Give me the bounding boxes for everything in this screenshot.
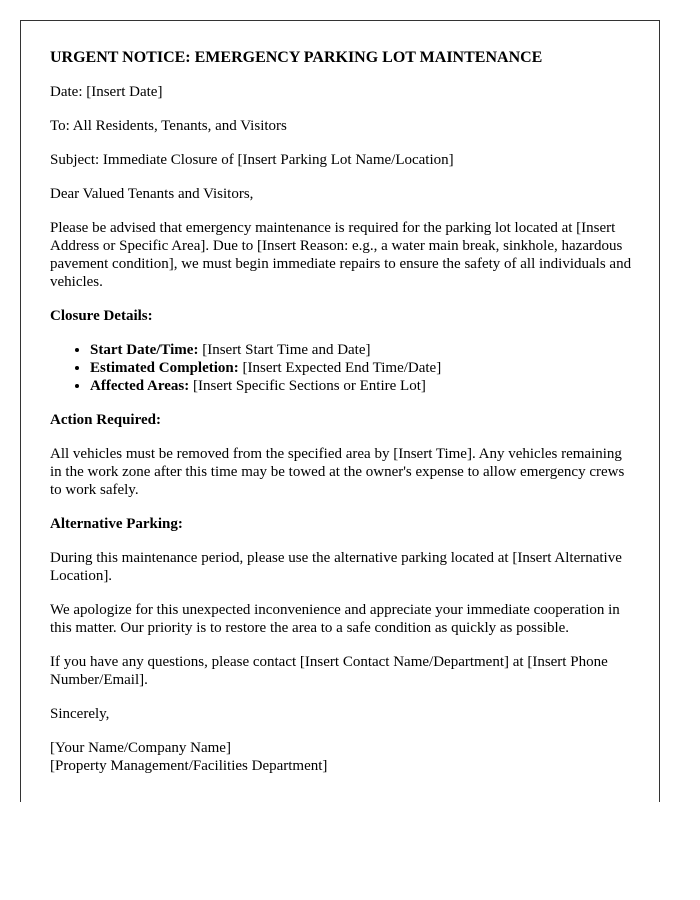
closure-item-label: Estimated Completion: <box>90 360 239 376</box>
notice-title: URGENT NOTICE: EMERGENCY PARKING LOT MAINTENANCE <box>50 49 543 66</box>
alternative-parking-heading: Alternative Parking: <box>50 516 183 532</box>
notice-page <box>20 20 660 802</box>
closure-item-value: [Insert Expected End Time/Date] <box>238 360 442 376</box>
action-required-text: All vehicles must be removed from the specified area by [Insert Time]. Any vehicles remaining in the work zone after this time may be towed at the owner's expense to allow emergency crews to work safely. <box>50 446 625 498</box>
notice-date: Date: [Insert Date] <box>50 84 163 100</box>
closure-item-start <box>90 341 634 359</box>
closure-item-areas <box>90 377 634 395</box>
closure-item-label: Affected Areas: <box>90 378 190 394</box>
notice-content <box>50 49 634 775</box>
contact-text: If you have any questions, please contact [Insert Contact Name/Department] at [Insert Phone Number/Email]. <box>50 654 608 688</box>
closure-item-value: [Insert Specific Sections or Entire Lot] <box>189 378 426 394</box>
closure-item-completion <box>90 359 634 377</box>
closing: Sincerely, <box>50 706 110 722</box>
closure-details-list <box>50 341 634 395</box>
signature-department: [Property Management/Facilities Department] <box>50 758 328 774</box>
closure-item-value: [Insert Start Time and Date] <box>198 342 371 358</box>
apology-text: We apologize for this unexpected inconvenience and appreciate your immediate cooperation in this matter. Our priority is to restore the area to a safe condition as quickly as possible. <box>50 602 620 636</box>
notice-intro: Please be advised that emergency maintenance is required for the parking lot located at [Insert Address or Specific Area]. Due to [Insert Reason: e.g., a water main break, sinkhole, hazardous pavement condition], we must begin immediate repairs to ensure the safety of all individuals and vehicles. <box>50 220 632 290</box>
signature-name: [Your Name/Company Name] <box>50 740 231 756</box>
signature-block <box>50 739 634 775</box>
action-required-heading: Action Required: <box>50 412 161 428</box>
alternative-parking-text: During this maintenance period, please use the alternative parking located at [Insert Alternative Location]. <box>50 550 622 584</box>
notice-recipients: To: All Residents, Tenants, and Visitors <box>50 118 287 134</box>
closure-details-heading: Closure Details: <box>50 308 153 324</box>
notice-salutation: Dear Valued Tenants and Visitors, <box>50 186 254 202</box>
closure-item-label: Start Date/Time: <box>90 342 199 358</box>
notice-subject: Subject: Immediate Closure of [Insert Parking Lot Name/Location] <box>50 152 454 168</box>
